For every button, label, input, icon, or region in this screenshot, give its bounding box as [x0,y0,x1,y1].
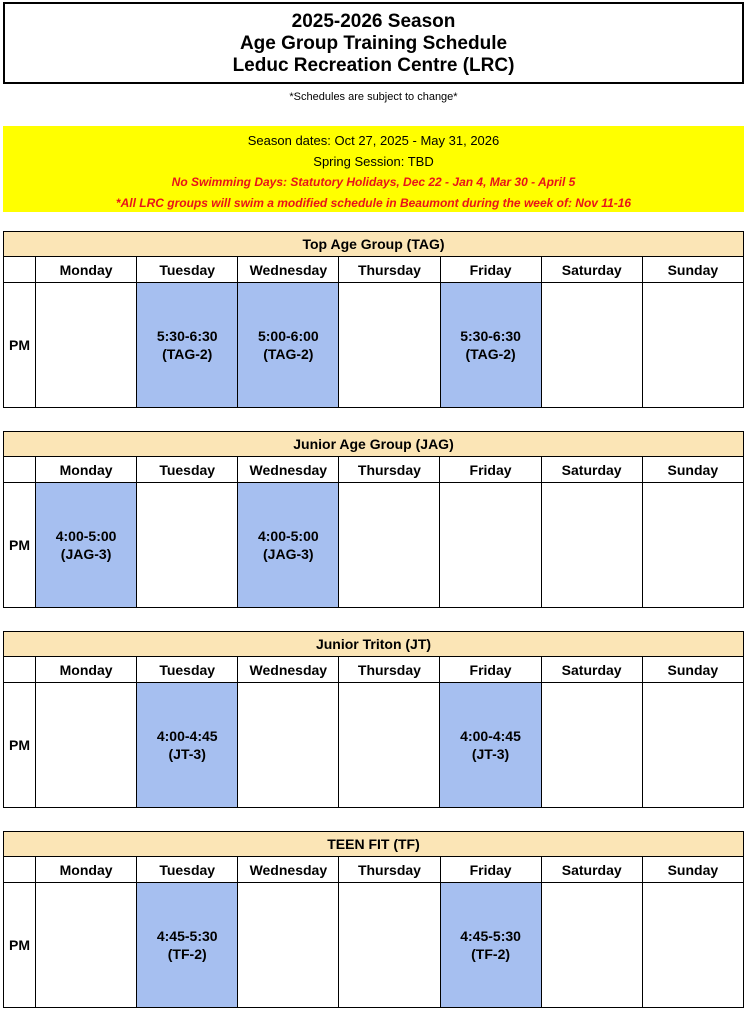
period-label: PM [4,882,36,1007]
corner-cell [4,257,36,282]
day-header-wednesday: Wednesday [238,457,339,482]
empty-cell [238,882,339,1007]
empty-cell [541,282,642,407]
day-header-friday: Friday [440,857,541,882]
day-header-tuesday: Tuesday [137,857,238,882]
day-header-sunday: Sunday [642,657,743,682]
schedule-table-jt [3,631,744,808]
empty-cell [36,282,137,407]
group-title: Junior Age Group (JAG) [4,432,744,457]
session-cell [137,282,238,407]
day-header-tuesday: Tuesday [137,257,238,282]
empty-cell [238,682,339,807]
day-header-friday: Friday [440,457,541,482]
session-cell [238,482,339,607]
session-cell [238,282,339,407]
session-group: (JAG-3) [60,545,112,562]
session-cell [137,682,238,807]
schedule-table-tag [3,231,744,408]
disclaimer: *Schedules are subject to change* [289,91,458,103]
no-swimming-days: No Swimming Days: Statutory Holidays, Dec 22 - Jan 4, Mar 30 - April 5 [171,175,576,189]
session-group: (JT-3) [168,745,206,762]
season-title: 2025-2026 Season [291,11,456,32]
corner-cell [4,657,36,682]
session-group: (TAG-2) [162,345,213,362]
season-dates: Season dates: Oct 27, 2025 - May 31, 2026 [247,133,500,148]
modified-schedule-note: *All LRC groups will swim a modified schedule in Beaumont during the week of: Nov 11-16 [115,196,632,210]
day-header-sunday: Sunday [642,857,743,882]
empty-cell [339,882,440,1007]
empty-cell [541,882,642,1007]
group-title: Junior Triton (JT) [4,632,744,657]
schedule-table-tf [3,831,744,1008]
session-time: 4:00-4:45 [156,727,218,744]
session-group: (TF-2) [167,945,207,962]
empty-cell [339,282,440,407]
day-header-wednesday: Wednesday [238,857,339,882]
empty-cell [642,682,743,807]
day-header-thursday: Thursday [339,257,440,282]
empty-cell [541,482,642,607]
empty-cell [642,282,743,407]
day-header-sunday: Sunday [642,257,743,282]
session-cell [440,882,541,1007]
session-group: (TAG-2) [465,345,516,362]
day-header-friday: Friday [440,657,541,682]
session-group: (JT-3) [471,745,510,762]
period-label: PM [4,482,36,607]
empty-cell [36,682,137,807]
day-header-monday: Monday [36,857,137,882]
session-time: 4:00-5:00 [55,527,117,544]
empty-cell [137,482,238,607]
period-label: PM [4,282,36,407]
day-header-wednesday: Wednesday [238,257,339,282]
empty-cell [36,882,137,1007]
day-header-monday: Monday [36,457,137,482]
session-time: 4:45-5:30 [460,927,521,944]
empty-cell [339,682,440,807]
title-box [3,2,744,84]
session-cell [440,282,541,407]
season-notice [3,126,744,212]
day-header-thursday: Thursday [339,657,440,682]
empty-cell [642,882,743,1007]
session-group: (JAG-3) [263,545,314,562]
day-header-tuesday: Tuesday [137,657,238,682]
empty-cell [339,482,440,607]
session-time: 4:45-5:30 [156,927,218,944]
day-header-monday: Monday [36,657,137,682]
spring-session: Spring Session: TBD [313,154,434,169]
day-header-thursday: Thursday [339,457,440,482]
session-time: 5:00-6:00 [257,327,319,344]
session-group: (TAG-2) [263,345,314,362]
session-time: 4:00-4:45 [460,727,521,744]
session-cell [137,882,238,1007]
group-title: Top Age Group (TAG) [4,232,744,257]
session-cell [36,482,137,607]
day-header-saturday: Saturday [541,657,642,682]
day-header-saturday: Saturday [541,457,642,482]
session-group: (TF-2) [471,945,511,962]
empty-cell [440,482,541,607]
group-title: TEEN FIT (TF) [4,832,744,857]
corner-cell [4,457,36,482]
day-header-saturday: Saturday [541,257,642,282]
empty-cell [642,482,743,607]
session-time: 5:30-6:30 [156,327,218,344]
day-header-monday: Monday [36,257,137,282]
day-header-wednesday: Wednesday [238,657,339,682]
day-header-thursday: Thursday [339,857,440,882]
day-header-saturday: Saturday [541,857,642,882]
schedule-title: Age Group Training Schedule [239,33,508,54]
session-cell [440,682,541,807]
day-header-friday: Friday [440,257,541,282]
schedule-table-jag [3,431,744,608]
corner-cell [4,857,36,882]
period-label: PM [4,682,36,807]
day-header-tuesday: Tuesday [137,457,238,482]
empty-cell [541,682,642,807]
session-time: 5:30-6:30 [460,327,521,344]
facility-title: Leduc Recreation Centre (LRC) [232,55,515,76]
day-header-sunday: Sunday [642,457,743,482]
session-time: 4:00-5:00 [257,527,319,544]
